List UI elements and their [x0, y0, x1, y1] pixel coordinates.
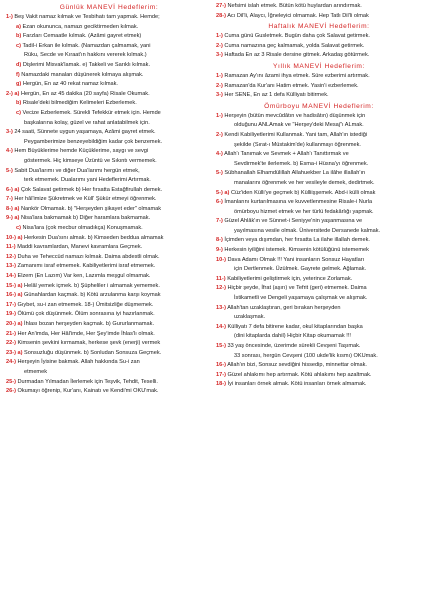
goal-number: b)	[16, 100, 22, 107]
goal-text: Dava Adamı Olmak !!! Yani insanların Sonsuz Hayatları	[227, 256, 365, 263]
goal-text: Nisa'lara bakmamak b) Diğer haramlara bakmamak.	[20, 215, 151, 222]
goal-number: 8-) a)	[6, 205, 20, 212]
goal-number: 5-) a)	[216, 189, 230, 196]
goal-line	[6, 387, 212, 397]
goal-line	[6, 128, 212, 138]
goal-text: Helâl yemek içmek. b) Şüpheliler i almamak yememek.	[24, 282, 160, 289]
goal-line	[6, 234, 212, 244]
goal-text: Gıybet, su-i zan etmemek. 18-) Ümitsizliğe düşmemek.	[17, 301, 154, 308]
goal-line	[216, 217, 422, 227]
goal-text: Peygamberimize benzeyebildiğim kadar çok benzemek.	[24, 138, 163, 145]
goal-text: Cuma namazına geç kalmamak, yolda Salavat getirmek.	[224, 42, 365, 49]
goal-number: 27-)	[216, 3, 226, 9]
goal-line	[216, 42, 422, 52]
goal-line	[6, 80, 212, 90]
goal-number: 18-)	[216, 381, 226, 388]
goal-number: 4-)	[6, 148, 13, 155]
goal-text: İstikametli ve Dengeli yaşamaya çalışmak ve alışmak.	[234, 295, 368, 302]
goal-number: 1-)	[6, 14, 13, 20]
goal-text: İyi insanları örnek almak. Kötü insanları örnek almamak.	[227, 381, 367, 388]
goal-line	[216, 380, 422, 390]
goal-line	[6, 378, 212, 388]
goal-number: 2-)	[216, 42, 223, 49]
goal-number: 1-)	[216, 72, 223, 79]
goal-number: 8-)	[216, 237, 223, 244]
goal-number: d)	[16, 61, 22, 68]
right-column	[216, 2, 422, 390]
daily-goals-list	[6, 13, 212, 397]
goal-line	[216, 112, 422, 122]
goal-text: Namazdaki manaları düşünerek kılmaya alışmak.	[21, 71, 144, 78]
weekly-goals-list	[216, 32, 422, 61]
goal-number: 15-) a)	[6, 282, 23, 289]
goal-line	[6, 310, 212, 320]
goal-number: 9-)	[216, 247, 223, 254]
goal-text: göstermek. Hiç kimseye Üzüntü ve Sıkıntı vermemek.	[24, 157, 157, 164]
goal-text: için Dertlenmek. Üzülmek. Gayrete gelmek. Ağlamak.	[234, 266, 367, 273]
goal-text: Hem Büyüklerime hemde Küçüklerime, saygı ve sevgi	[14, 148, 149, 155]
goal-line	[216, 361, 422, 371]
goal-line	[216, 208, 422, 218]
goal-number: 13-)	[216, 304, 226, 311]
goal-line	[6, 205, 212, 215]
goal-line	[6, 176, 212, 186]
goal-text: Ölümü çok düşünmek. Ölüm sonrasına iyi hazırlanmak.	[17, 311, 155, 318]
goal-number: 2-)	[216, 82, 223, 89]
goal-text: 24 saati, Sünnete uygun yaşamaya, Azâmi gayret etmek.	[14, 129, 156, 136]
goal-text: Ramazan Ay'ını âzami ihya etmek. Süre ezberimi artırmak.	[224, 72, 370, 79]
daily-goals-continued	[216, 2, 422, 21]
goal-number: 6-)	[216, 199, 223, 206]
goal-number: 10-)	[216, 256, 226, 263]
goal-line	[6, 224, 212, 234]
goal-line	[216, 32, 422, 42]
goal-text: Cuma günü Gusletmek. Bugün daha çok Salavat getirmek.	[224, 33, 370, 40]
goal-text: Durmadan Yılmadan İlerlemek için Teşvik, Tehdit, Teselli.	[17, 378, 158, 385]
goal-text: 33 yaş öncesinde, üzerimde sürekli Cevşeni Taşımak.	[227, 343, 361, 349]
goal-number: 5-)	[6, 167, 13, 174]
goal-text: Sübhanallah Elhamdülillah Allahuekber La ilâhe illallah'ın	[224, 170, 366, 177]
goal-text: uzaklaşmak.	[234, 314, 266, 321]
goal-text: Herşeyin İyisine bakmak. Allah hakkında Su-i zan	[17, 359, 140, 366]
goal-number: 5-)	[216, 170, 223, 177]
goal-line	[216, 275, 422, 285]
goal-text: yayılmasına vesile olmak. Üniversitede Dersanede kalmak.	[234, 227, 381, 234]
left-column	[6, 2, 212, 397]
goal-line	[216, 91, 422, 101]
goal-line	[216, 169, 422, 179]
goal-text: Allah'tan uzaklaştıran, geri bırakan herşeyden	[227, 304, 341, 311]
goal-number: c)	[16, 225, 21, 232]
goal-line	[216, 179, 422, 189]
goal-text: Her hâl'imize Şükretmek ve Küll' Şükür etmeyi öğrenmek.	[14, 196, 157, 203]
goal-line	[216, 72, 422, 82]
goal-line	[6, 272, 212, 282]
goal-line	[216, 352, 422, 362]
goal-line	[6, 291, 212, 301]
goal-number: 10-) a)	[6, 234, 23, 241]
goal-number: 6-) a)	[6, 186, 20, 193]
lifetime-goals-list	[216, 112, 422, 390]
goal-line	[216, 160, 422, 170]
goal-text: Her SENE, En az 1 defa Külliyatı bitirmek.	[224, 92, 329, 99]
goal-text: Allah'ı Tanımak ve Sevmek + Allah'ı Tanıttırmak ve	[224, 151, 349, 158]
goal-line	[6, 90, 212, 100]
goal-text: Güzel ahlakımı hep artırmak. Kötü ahlakımı hep azaltmak.	[227, 371, 372, 378]
goal-number: 12-)	[6, 253, 16, 260]
goal-number: a)	[16, 23, 21, 30]
goal-number: 7-)	[6, 196, 13, 203]
goal-number: 23-) a)	[6, 349, 23, 356]
goal-text: Acı Dil'li, Alaycı, İğneleyici olmamak. Hep Tatlı Dil'li olmak	[227, 12, 369, 19]
goal-text: İçimden veya dışımdan, her fırsatta La ilahe illallah demek.	[224, 237, 370, 244]
goal-line	[216, 131, 422, 141]
goal-line	[216, 227, 422, 237]
goal-line	[216, 294, 422, 304]
goal-text: Kimsenin şevkini kırmamak, herkese şevk (enerji) vermek	[17, 340, 161, 347]
goal-text: etmemek	[24, 368, 48, 375]
goal-number: 3-)	[216, 92, 223, 99]
goal-line	[6, 138, 212, 148]
goal-line	[6, 301, 212, 311]
goal-text: Rüku, Secde ve Kıraat'ın hakkını vererek kılmak.)	[24, 52, 147, 59]
goal-text: Vecize Ezberlemek. Sürekli Tefekkür etmek için. Hemde	[22, 109, 161, 116]
goal-number: 22-)	[6, 340, 16, 347]
goal-line	[6, 253, 212, 263]
goal-line	[6, 61, 212, 71]
goal-line	[6, 349, 212, 359]
goal-line	[6, 186, 212, 196]
goal-text: manalarını öğrenmek ve her vesileyle demek, dedirtmek.	[234, 179, 375, 186]
goal-line	[216, 189, 422, 199]
goal-line	[6, 157, 212, 167]
goal-line	[216, 323, 422, 333]
goal-number: 24-)	[6, 359, 16, 366]
goal-text: Farzları Cemaatle kılmak. (Azâmi gayret etmek)	[22, 33, 142, 40]
goal-number: 9-) a)	[6, 215, 20, 222]
goal-line	[6, 13, 212, 23]
goal-number: 1-)	[216, 33, 223, 40]
goal-text: Çok Salavat getirmek b) Her fırsatta Estağfirullah demek.	[20, 186, 163, 193]
goal-number: 3-)	[216, 52, 223, 59]
goal-line	[6, 368, 212, 378]
goal-number: 26-)	[6, 388, 16, 395]
goal-line	[6, 214, 212, 224]
goal-number: 14-)	[6, 273, 16, 280]
goal-text: Beş Vakit namaz kılmak ve Tesbihatı tam yapmak. Hemde;	[14, 14, 160, 20]
goal-line	[6, 71, 212, 81]
goal-number: 16-)	[216, 362, 226, 369]
goal-text: Külliyatı 7 defa bitirene kadar, okul kitaplarından başka	[227, 323, 363, 330]
goal-text: olduğunu ANLAmak ve "Herşey'deki Mesaj"ı ALmak.	[234, 122, 364, 129]
goal-text: Nisa'lara (çok mecbur olmadıkça) Konuşmamak.	[22, 225, 143, 232]
goal-text: Haftada En az 3 Risale dersine gitmek. Arkadaş götürmek.	[224, 52, 370, 59]
goal-line	[6, 119, 212, 129]
goal-text: Duha ve Teheccüd namazı kılmak. Daima abdestli olmak.	[17, 253, 160, 260]
goal-text: Zamanımı israf etmemek. Kabiliyetlerimi israf etmemek.	[17, 263, 156, 270]
goal-number: 25-)	[6, 378, 16, 385]
goal-text: Nankör Olmamak. b) "Herşeyden şikayet eder" olmamak	[20, 205, 162, 212]
goal-line	[216, 150, 422, 160]
goal-line	[216, 371, 422, 381]
goal-line	[6, 320, 212, 330]
daily-heading: Günlük MANEVİ Hedeflerim:	[59, 4, 159, 11]
goal-number: 14-)	[216, 323, 226, 330]
goal-line	[6, 358, 212, 368]
goal-text: ömürboyu hizmet etmek ve her türlü fedakârlığı yapmak.	[234, 208, 374, 215]
goal-line	[6, 147, 212, 157]
goal-number: 7-)	[216, 218, 223, 225]
weekly-heading: Haftalık MANEVİ Hedeflerim:	[268, 23, 370, 31]
goal-line	[6, 243, 212, 253]
goal-text: Her An'imda, Her Hâl'imde, Her Şey'imde İhlas'lı olmak.	[17, 330, 155, 337]
goal-text: Cüz'iden Külli'ye geçmek b) Külliişşemek. Abd-i külli olmak	[230, 189, 376, 196]
goal-line	[216, 342, 422, 352]
goal-text: Kendi Kabiliyetlerimi Kullanmak. Yani tam, Allah'ın istediği	[224, 131, 368, 138]
goal-text: (dini kitaplarda dahil) Hiçbir Kitap okumamak !!!	[234, 333, 351, 340]
goal-text: Okumayı öğrenip, Kur'anı, Kainatı ve Kendi'mi OKU'mak.	[17, 388, 159, 395]
goal-line	[6, 42, 212, 52]
goal-line	[216, 236, 422, 246]
goal-line	[6, 99, 212, 109]
goal-line	[216, 256, 422, 266]
goal-text: Sevdirmek'te ilerlemek. b) Esma-i Hüsna'yı öğrenmek.	[234, 160, 369, 167]
goal-text: şekilde (Sırat-ı Müstakim'de) kullanmayı öğrenmek.	[234, 141, 361, 148]
goal-line	[216, 2, 422, 12]
goal-text: Elzem (En Lazım) Var ken, Lazımla meşgul olmamak.	[17, 273, 151, 280]
goal-line	[6, 32, 212, 42]
goal-text: İmanlarını kurtarılmasına ve kuvvetlenmesine Risale-i Nurla	[224, 199, 373, 206]
goal-line	[216, 265, 422, 275]
goal-line	[216, 246, 422, 256]
goal-number: b)	[16, 33, 22, 40]
goal-text: Tadil-i Erkan ile kılmak. (Namazdan çalmamak, yani	[22, 42, 151, 49]
goal-number: 28-)	[216, 12, 226, 19]
goal-line	[6, 262, 212, 272]
goal-text: Ezan okununca, namazı geciktirmeden kılmak.	[22, 23, 139, 30]
goal-number: 20-) a)	[6, 321, 23, 327]
goal-text: terk etmemek. Dualarımı yani Hedeflerimi Artırmak.	[24, 177, 151, 184]
goal-text: Sabit Dua'larımı ve diğer Dua'larımı hergün etmek,	[14, 167, 140, 174]
goal-number: 1-)	[216, 112, 223, 119]
goal-text: Risale'deki bilmediğim Kelimeleri Ezberlemek.	[22, 100, 137, 107]
goal-text: 33 sonrası, hergün Cevşeni (100 ukde'lik kısmı) OKUmak.	[234, 352, 378, 359]
goal-line	[216, 284, 422, 294]
goal-number: 19-)	[6, 311, 16, 318]
goal-line	[6, 23, 212, 33]
goal-line	[216, 121, 422, 131]
lifetime-heading: Ömürboyu MANEVİ Hedeflerim:	[264, 102, 374, 110]
goal-number: 2-)	[216, 131, 223, 138]
goal-number: 16-) a)	[6, 292, 23, 299]
goal-text: Herkesin iyiliğini istemek. Kimsenin kötülüğünü istememek	[224, 247, 369, 254]
goal-number: 11-)	[216, 275, 226, 282]
goal-line	[216, 313, 422, 323]
goal-line	[216, 12, 422, 22]
goal-number: 17-)	[6, 301, 16, 308]
goal-line	[6, 339, 212, 349]
goal-number: 4-)	[216, 151, 223, 158]
goal-text: Güzel Ahlâk'ın ve Sünnet-i Seniyye'nin yaşanmasına ve	[224, 218, 363, 225]
goal-line	[216, 51, 422, 61]
goal-number: f)	[16, 71, 20, 78]
goal-line	[216, 332, 422, 342]
goal-text: Hergün, En az 45 dakika (20 sayfa) Risale Okumak.	[20, 90, 150, 97]
yearly-goals-list	[216, 72, 422, 101]
goal-line	[6, 282, 212, 292]
goal-line	[6, 167, 212, 177]
goal-line	[216, 304, 422, 314]
goal-text: İhlası bozan herşeyden kaçmak. b) Gururlanmamak.	[24, 321, 155, 327]
goal-number: 2-) a)	[6, 90, 20, 97]
goal-number: c)	[16, 109, 21, 116]
goal-number: 13-)	[6, 263, 16, 270]
goal-number: 12-)	[216, 285, 226, 292]
goal-number: g)	[16, 81, 22, 88]
goal-text: Günahlardan kaçmak. b) Kötü arzulanma karşı koymak	[24, 292, 161, 299]
goal-text: Kabiliyetlerimi geliştirmek için, yeterince Zorlamak.	[227, 275, 353, 282]
goal-number: 21-)	[6, 330, 16, 337]
goal-number: 15-)	[216, 343, 226, 349]
goal-line	[6, 109, 212, 119]
goal-line	[216, 82, 422, 92]
goal-text: Maddi kavramlardan, Manevi kavramlara Geçmek.	[17, 244, 143, 251]
goal-text: Herşeyin (bütün mevcûdâtın ve hadisâtın) düşünmek için	[224, 112, 366, 119]
goal-text: Hiçbir şeyde, İfrat (aşırı) ve Tefrit (geri) etmemek. Daima	[227, 285, 367, 292]
goal-text: Allah'ın bizi, Sonsuz sevdiğini hissedip, minnettar olmak.	[227, 362, 367, 369]
goal-number: 11-)	[6, 244, 16, 251]
goal-line	[6, 195, 212, 205]
goal-text: Ramazan'da Kur'anı Hatim etmek. Yasin'i ezberlemek.	[224, 82, 359, 89]
goal-text: Sonsuzluğu düşünmek. b) Sonludan Sonsuza Geçmek.	[24, 349, 162, 356]
goal-number: 17-)	[216, 371, 226, 378]
goal-line	[6, 330, 212, 340]
goal-number: 3-)	[6, 129, 13, 136]
goal-text: Nefsimi islah etmek. Bütün kötü huylardan arındırmak.	[227, 3, 362, 9]
goal-text: başkalarına kolay, güzel ve rahat anlatabilmek için.	[24, 119, 150, 126]
goal-line	[216, 198, 422, 208]
goal-line	[216, 141, 422, 151]
yearly-heading: Yıllık MANEVİ Hedeflerim:	[273, 62, 365, 70]
goal-text: Dişlerimi Misvak'lamak. e) Takkeli ve Sarıklı kılmak.	[22, 61, 151, 68]
goal-text: Herkesin Dua'sını almak. b) Kimseden beddua almamak	[24, 234, 164, 241]
goal-text: Hergün, En az 40 rekat namaz kılmak.	[22, 81, 118, 88]
goal-line	[6, 51, 212, 61]
goal-number: c)	[16, 42, 21, 49]
